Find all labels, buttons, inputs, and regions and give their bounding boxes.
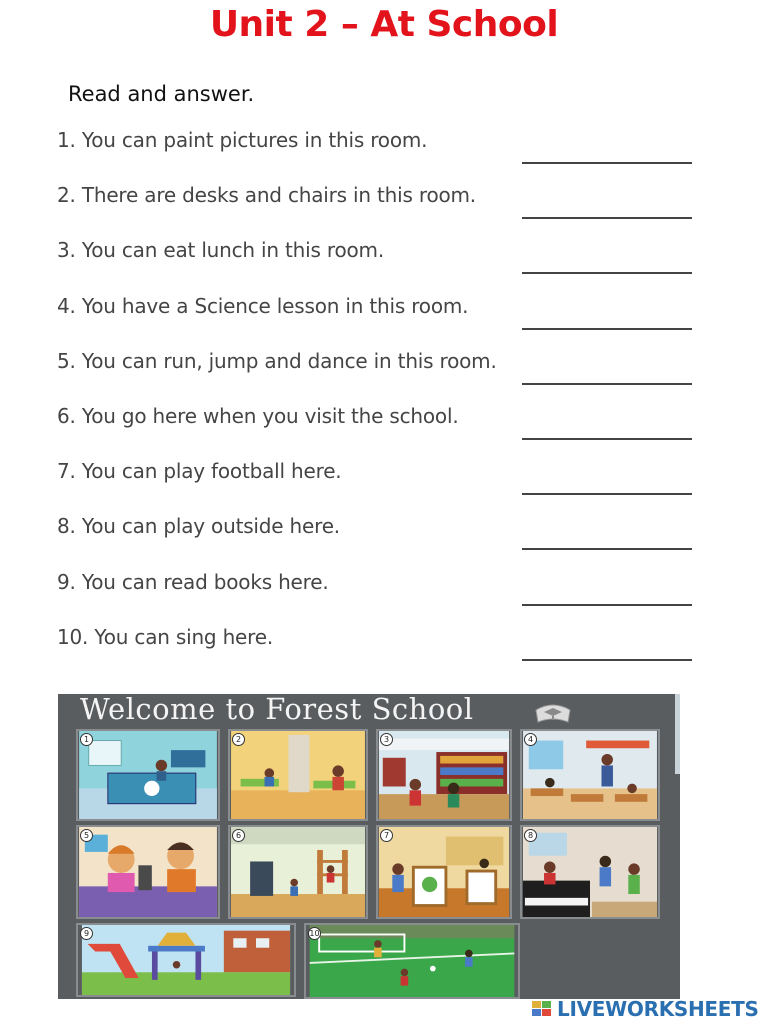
music-room-scene	[522, 827, 658, 917]
scene-tile-science-lab	[76, 825, 220, 919]
question-text: 3. You can eat lunch in this room.	[57, 238, 384, 263]
scene-tile-gym	[228, 825, 368, 919]
answer-input[interactable]	[522, 528, 692, 550]
scene-tile-reception	[76, 729, 220, 821]
question-list	[57, 126, 707, 678]
scene-tile-library	[376, 729, 512, 821]
logo-text: LIVEWORKSHEETS	[557, 997, 759, 1021]
question-item	[57, 457, 707, 512]
tile-number: 9	[80, 927, 93, 940]
question-item	[57, 236, 707, 291]
science-lab-scene	[78, 827, 218, 917]
tile-number: 4	[524, 733, 537, 746]
instruction-text: Read and answer.	[68, 82, 255, 106]
classroom-scene	[230, 731, 366, 819]
tile-number: 10	[309, 929, 320, 938]
school-picture	[58, 694, 680, 999]
answer-input[interactable]	[522, 639, 692, 661]
tile-number: 3	[380, 733, 393, 746]
scene-tile-music-room	[520, 825, 660, 919]
question-item	[57, 512, 707, 567]
tile-number: 1	[80, 733, 93, 746]
answer-input[interactable]	[522, 363, 692, 385]
gym-scene	[230, 827, 366, 917]
scene-tile-art-room	[376, 825, 512, 919]
question-item	[57, 292, 707, 347]
library-scene	[378, 731, 510, 819]
scene-tile-playground	[76, 923, 296, 997]
question-text: 4. You have a Science lesson in this room.	[57, 293, 469, 318]
question-text: 5. You can run, jump and dance in this room.	[57, 348, 497, 373]
question-item	[57, 568, 707, 623]
tile-number: 6	[232, 829, 245, 842]
question-text: 10. You can sing here.	[57, 624, 274, 649]
scene-tile-football-field	[304, 923, 520, 999]
school-crest-icon	[532, 696, 574, 726]
football-field-scene	[306, 925, 518, 997]
answer-input[interactable]	[522, 197, 692, 219]
question-text: 7. You can play football here.	[57, 459, 342, 484]
liveworksheets-logo	[532, 997, 759, 1021]
reception-scene	[78, 731, 218, 819]
picture-scrollbar[interactable]	[675, 694, 680, 774]
question-text: 9. You can read books here.	[57, 569, 329, 594]
answer-input[interactable]	[522, 252, 692, 274]
tile-number: 5	[80, 829, 93, 842]
answer-input[interactable]	[522, 308, 692, 330]
question-item	[57, 623, 707, 678]
scene-tile-classroom-teacher	[520, 729, 660, 821]
question-text: 8. You can play outside here.	[57, 514, 340, 539]
answer-input[interactable]	[522, 584, 692, 606]
question-text: 1. You can paint pictures in this room.	[57, 128, 428, 152]
question-item	[57, 181, 707, 236]
answer-input[interactable]	[522, 418, 692, 440]
picture-title: Welcome to Forest School	[80, 692, 474, 726]
tile-number: 8	[524, 829, 537, 842]
scene-tile-classroom	[228, 729, 368, 821]
question-item	[57, 402, 707, 457]
tile-number: 2	[232, 733, 245, 746]
worksheet-title: Unit 2 – At School	[209, 4, 559, 45]
art-room-scene	[378, 827, 510, 917]
tile-number: 7	[380, 829, 393, 842]
answer-input[interactable]	[522, 142, 692, 164]
answer-input[interactable]	[522, 473, 692, 495]
question-text: 2. There are desks and chairs in this room.	[57, 183, 476, 208]
classroom-teacher-scene	[522, 731, 658, 819]
playground-scene	[78, 925, 294, 995]
question-text: 6. You go here when you visit the school.	[57, 403, 459, 428]
liveworksheets-logo-icon	[532, 999, 554, 1019]
question-item	[57, 126, 707, 181]
question-item	[57, 347, 707, 402]
